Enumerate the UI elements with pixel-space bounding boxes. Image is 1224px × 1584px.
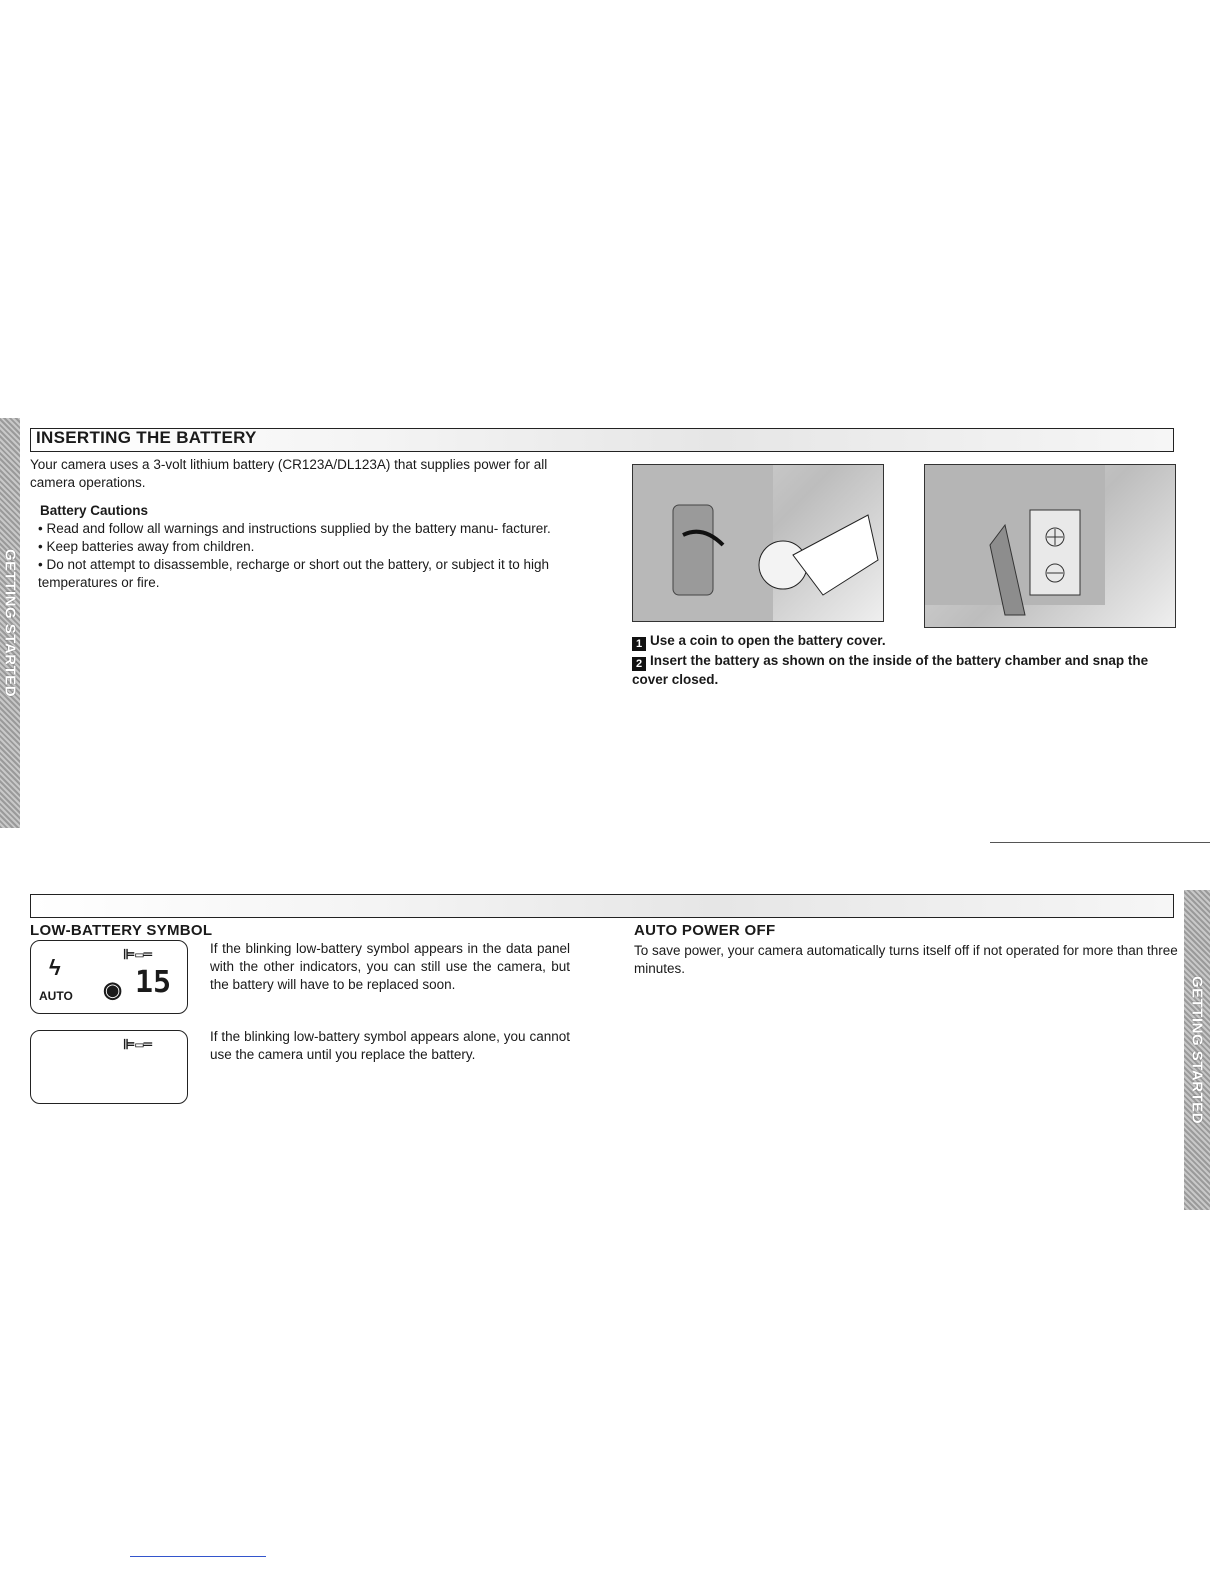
figure-insert-battery <box>924 464 1176 628</box>
lcd-panel-with-indicators <box>30 940 188 1014</box>
auto-power-off-text: To save power, your camera automatically turns itself off if not operated for more than three minutes. <box>634 943 1178 976</box>
footer-rule <box>130 1556 266 1557</box>
side-tab-label: GETTING STARTED <box>1188 975 1206 1125</box>
step-number: 1 <box>632 637 646 651</box>
figure-coin-open-cover <box>632 464 884 622</box>
caution-item: • Read and follow all warnings and instructions supplied by the battery manu- facturer. <box>38 521 551 536</box>
battery-chamber-illustration <box>925 465 1175 627</box>
step-1: 1 Use a coin to open the battery cover. <box>632 632 1177 651</box>
cautions-list <box>38 520 568 592</box>
section-title-auto-power-off: AUTO POWER OFF <box>634 922 776 939</box>
low-battery-text-2: If the blinking low-battery symbol appears alone, you cannot use the camera until you replace the battery. <box>210 1029 570 1062</box>
caution-item: • Keep batteries away from children. <box>38 539 255 554</box>
intro-paragraph: Your camera uses a 3-volt lithium battery (CR123A/DL123A) that supplies power for all camera operations. <box>30 457 548 490</box>
frame-counter: 15 <box>135 965 172 1000</box>
low-battery-icon: ⊫▭═ <box>123 947 153 963</box>
flash-icon: ϟ <box>49 955 61 980</box>
section-title-low-battery: LOW-BATTERY SYMBOL <box>30 922 213 939</box>
side-tab-right <box>1184 890 1210 1210</box>
low-battery-icon: ⊫▭═ <box>123 1037 153 1053</box>
lcd-panel-battery-only <box>30 1030 188 1104</box>
section-divider <box>990 842 1210 843</box>
section-title-inserting: INSERTING THE BATTERY <box>36 428 257 447</box>
step-2: 2 Insert the battery as shown on the inside of the battery chamber and snap the cover closed. <box>632 653 1149 687</box>
caution-item: • Do not attempt to disassemble, recharge or short out the battery, or subject it to high temperatures or fire. <box>38 557 549 590</box>
cautions-heading: Battery Cautions <box>40 503 149 518</box>
redeye-icon: ◉ <box>103 977 123 1002</box>
section-header-bar <box>30 894 1174 918</box>
flash-mode-label: AUTO <box>39 989 73 1003</box>
step-number: 2 <box>632 657 646 671</box>
low-battery-text-1: If the blinking low-battery symbol appears in the data panel with the other indicators, you can still use the camera, but the battery will have to be replaced soon. <box>210 941 570 992</box>
side-tab-label: GETTING STARTED <box>1 548 19 698</box>
coin-hand-illustration <box>633 465 883 621</box>
side-tab-left <box>0 418 20 828</box>
